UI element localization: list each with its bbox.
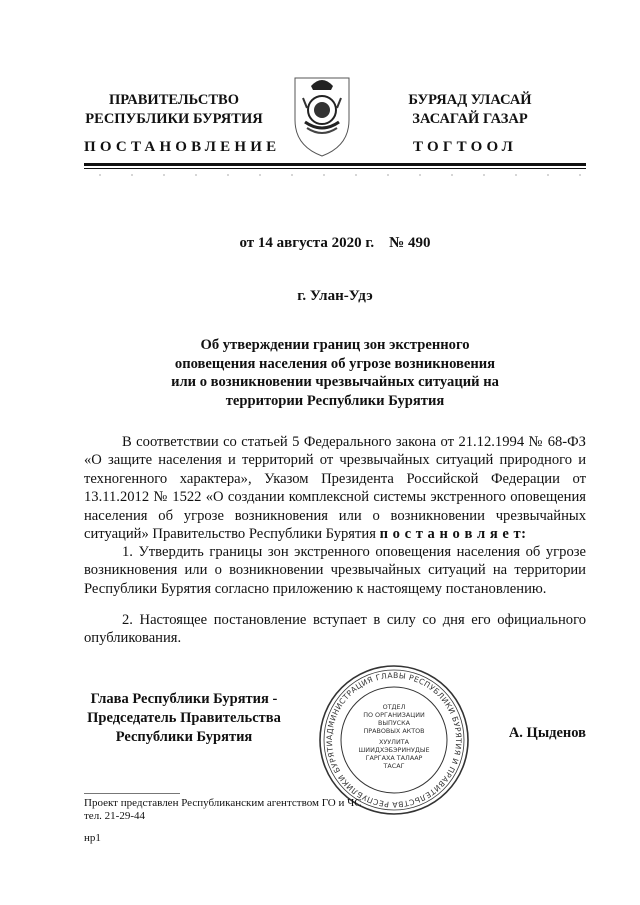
- coat-of-arms-emblem-icon: [287, 68, 357, 160]
- footer-separator: [84, 793, 180, 794]
- date-number: от 14 августа 2020 г. № 490: [239, 235, 431, 251]
- title-line4: территории Республики Бурятия: [225, 392, 445, 409]
- header-right-line2: ЗАСАГАЙ ГАЗАР: [412, 111, 528, 127]
- title-line1: Об утверждении границ зон экстренного: [200, 337, 470, 353]
- header-left: [84, 91, 264, 129]
- header-left-line2: РЕСПУБЛИКИ БУРЯТИЯ: [85, 111, 263, 127]
- header-divider-thin: [84, 168, 586, 169]
- stamp-line3: ВЫПУСКА: [377, 719, 411, 727]
- footer-code: нр1: [84, 832, 101, 844]
- stamp-ring-text: АДМИНИСТРАЦИЯ ГЛАВЫ РЕСПУБЛИКИ БУРЯТИЯ И ПРАВИТЕЛЬСТВА РЕСПУБЛИКИ БУРЯТИ: [324, 670, 464, 810]
- header-right: [385, 91, 555, 129]
- header-dotted-line: [84, 173, 586, 177]
- decree-word: п о с т а н о в л я е т:: [379, 526, 527, 543]
- stamp-line1: ОТДЕЛ: [382, 703, 406, 711]
- item-1: 1. Утвердить границы зон экстренного оповещения населения об угрозе возникновения или о возникновении чрезвычайных ситуаций на территории Республики Бурятия согласно приложению к настоящему постановлению.: [84, 544, 586, 597]
- signature-line3: Республики Бурятия: [115, 729, 253, 745]
- signature-line1: Глава Республики Бурятия -: [90, 691, 278, 707]
- preamble-paragraph: [84, 433, 586, 543]
- doc-type-left: ПОСТАНОВЛЕНИЕ: [84, 139, 281, 155]
- header-divider-thick: [84, 163, 586, 166]
- signature-line2: Председатель Правительства: [87, 710, 281, 726]
- stamp-line7: ГАРГАХА ТАЛААР: [365, 754, 423, 762]
- stamp-line8: ТАСАГ: [383, 762, 405, 770]
- footer-note: Проект представлен Республиканским агентством ГО и ЧС: [84, 797, 362, 809]
- official-seal-stamp: [318, 664, 470, 816]
- svg-text:АДМИНИСТРАЦИЯ ГЛАВЫ РЕСПУБЛИКИ: [318, 664, 463, 809]
- header-left-line1: ПРАВИТЕЛЬСТВО: [109, 92, 239, 108]
- item-2: 2. Настоящее постановление вступает в силу со дня его официального опубликования.: [84, 612, 586, 647]
- preamble-text: В соответствии со статьей 5 Федерального закона от 21.12.1994 № 68-ФЗ «О защите населения и территорий от чрезвычайных ситуаций природного и техногенного характера», Указом Президента Российской Федерации от 13.11.2012 № 1522 «О создании комплексной системы экстренного оповещения населения об угрозе возникновения или о возникновении чрезвычайных ситуаций» Правительство Республики Бурятия: [84, 434, 586, 543]
- stamp-line4: ПРАВОВЫХ АКТОВ: [363, 727, 425, 735]
- header-right-line1: БУРЯАД УЛАСАЙ: [408, 92, 532, 108]
- document-title: [84, 336, 586, 410]
- city: г. Улан-Удэ: [297, 288, 373, 304]
- title-line2: оповещения населения об угрозе возникновения: [174, 355, 496, 372]
- title-line3: или о возникновении чрезвычайных ситуаций на: [171, 374, 499, 390]
- footer-phone: тел. 21-29-44: [84, 810, 146, 822]
- stamp-line6: ШИИДХЭБЭРИНУДЫЕ: [358, 746, 430, 754]
- stamp-line5: ХУУЛИТА: [378, 738, 410, 746]
- stamp-line2: ПО ОРГАНИЗАЦИИ: [363, 711, 425, 719]
- signer-name: А. Цыденов: [508, 725, 586, 741]
- doc-type-right: ТОГТООЛ: [413, 139, 517, 155]
- signature-title: [84, 690, 284, 747]
